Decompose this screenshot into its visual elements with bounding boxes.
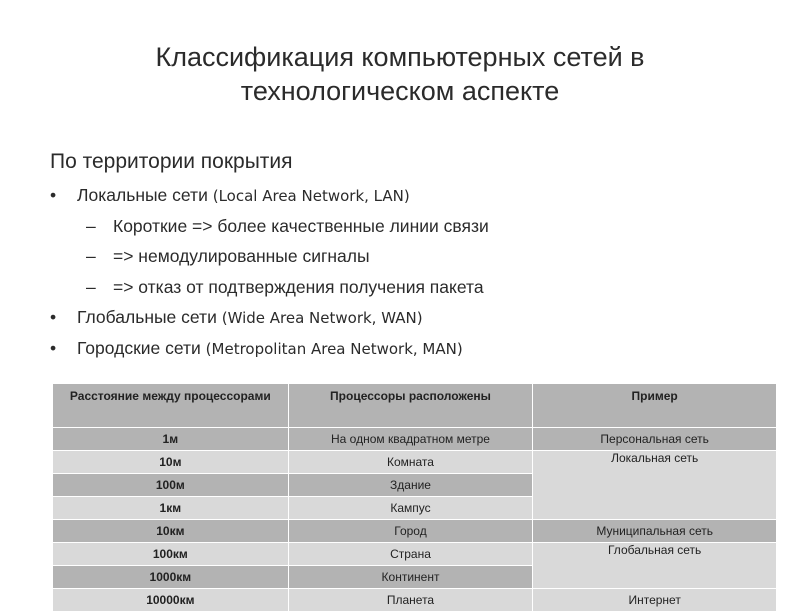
cell-example: Персональная сеть bbox=[533, 428, 777, 451]
sub-bullet-text: => отказ от подтверждения получения пакета bbox=[113, 276, 484, 297]
table-header-row bbox=[53, 384, 777, 428]
cell-location: Город bbox=[288, 520, 533, 543]
cell-example: Локальная сеть bbox=[533, 451, 777, 520]
cell-distance: 10км bbox=[53, 520, 289, 543]
cell-distance: 1м bbox=[53, 428, 289, 451]
cell-distance: 10м bbox=[53, 451, 289, 474]
bullet-text: Локальные сети bbox=[77, 185, 213, 205]
slide-title bbox=[0, 40, 800, 108]
bullet-text: Глобальные сети bbox=[77, 307, 222, 327]
cell-location: Кампус bbox=[288, 497, 533, 520]
cell-example: Интернет bbox=[533, 589, 777, 612]
table-row bbox=[53, 451, 777, 474]
bullet-marker: • bbox=[50, 337, 57, 358]
header-location: Процессоры расположены bbox=[288, 384, 533, 428]
cell-location: Здание bbox=[288, 474, 533, 497]
header-example: Пример bbox=[533, 384, 777, 428]
cell-distance: 1км bbox=[53, 497, 289, 520]
slide-title-line-1: Классификация компьютерных сетей в bbox=[155, 42, 645, 72]
cell-distance: 10000км bbox=[53, 589, 289, 612]
header-distance: Расстояние между процессорами bbox=[53, 384, 289, 428]
bullet-marker: • bbox=[50, 307, 57, 327]
bullet-list bbox=[50, 183, 489, 366]
bullet-text: Городские сети bbox=[77, 337, 206, 358]
cell-example: Глобальная сеть bbox=[533, 543, 777, 589]
cell-example: Муниципальная сеть bbox=[533, 520, 777, 543]
cell-location: Планета bbox=[288, 589, 533, 612]
bullet-latin-text: (Local Area Network, LAN) bbox=[212, 187, 410, 205]
section-heading: По территории покрытия bbox=[50, 150, 293, 173]
cell-distance: 1000км bbox=[53, 566, 289, 589]
table-row bbox=[53, 520, 777, 543]
cell-location: Страна bbox=[288, 543, 533, 566]
sub-bullet-item bbox=[50, 275, 489, 306]
sub-bullet-text: => немодулированные сигналы bbox=[113, 246, 370, 266]
bullet-item bbox=[50, 336, 489, 367]
dash-marker: – bbox=[86, 246, 96, 266]
sub-bullet-item bbox=[50, 244, 489, 275]
table-row bbox=[53, 428, 777, 451]
dash-marker: – bbox=[86, 215, 96, 236]
cell-distance: 100м bbox=[53, 474, 289, 497]
cell-location: На одном квадратном метре bbox=[288, 428, 533, 451]
bullet-item bbox=[50, 183, 489, 214]
distance-table bbox=[52, 383, 777, 612]
table-row bbox=[53, 589, 777, 612]
bullet-latin-text: (Metropolitan Area Network, MAN) bbox=[205, 339, 463, 358]
sub-bullet-text: Короткие => более качественные линии связи bbox=[113, 215, 489, 236]
table-row bbox=[53, 543, 777, 566]
slide-title-line-2: технологическом аспекте bbox=[240, 76, 560, 106]
sub-bullet-item bbox=[50, 214, 489, 245]
cell-location: Континент bbox=[288, 566, 533, 589]
dash-marker: – bbox=[86, 276, 96, 297]
cell-location: Комната bbox=[288, 451, 533, 474]
bullet-marker: • bbox=[50, 185, 57, 205]
cell-distance: 100км bbox=[53, 543, 289, 566]
bullet-latin-text: (Wide Area Network, WAN) bbox=[221, 309, 423, 327]
bullet-item bbox=[50, 305, 489, 336]
